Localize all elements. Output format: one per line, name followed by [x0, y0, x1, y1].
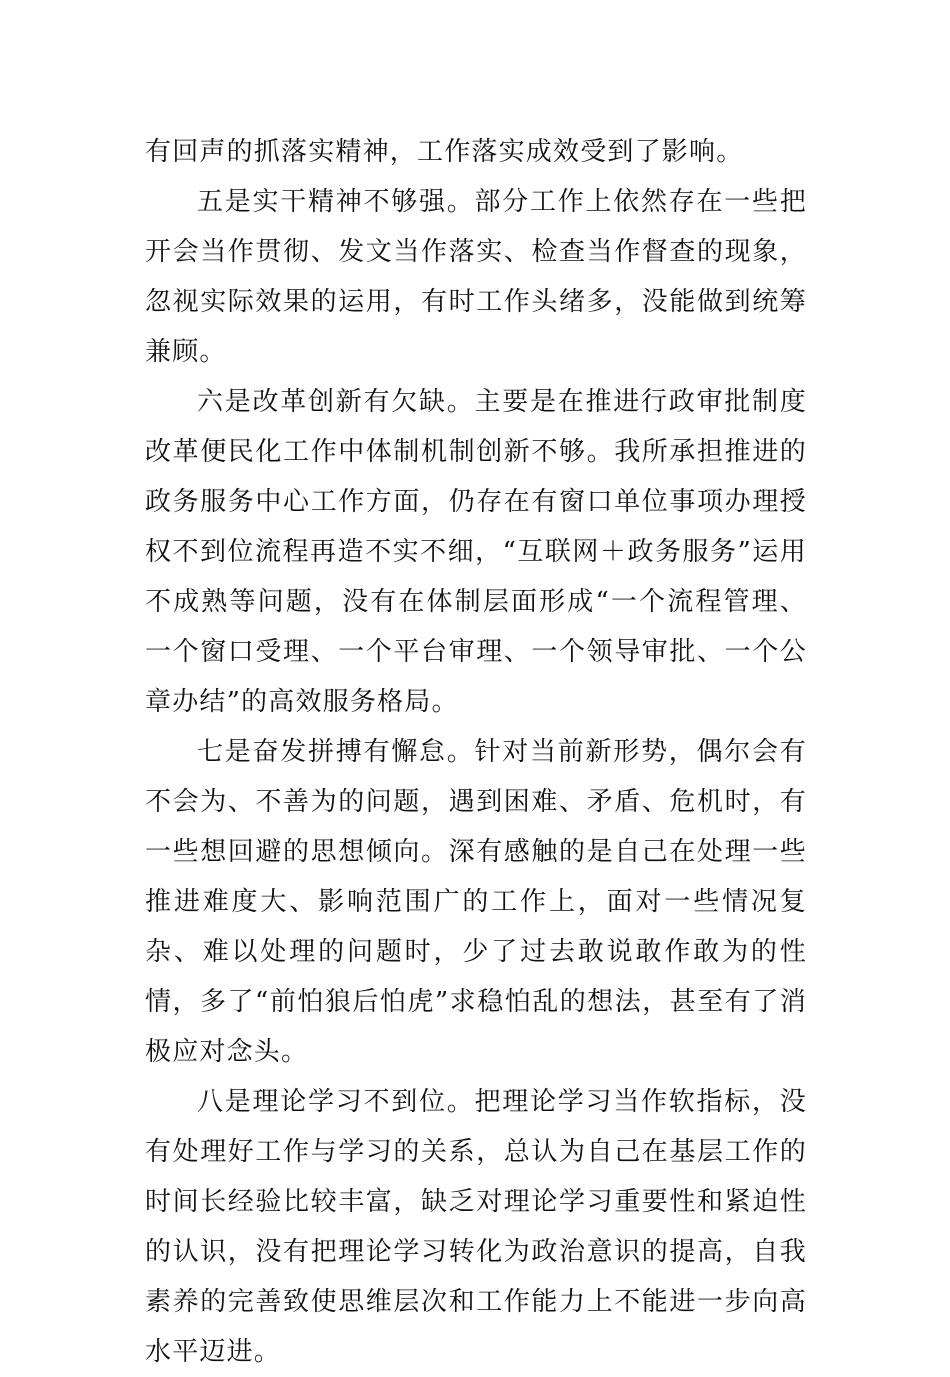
- document-body: [145, 127, 807, 1377]
- paragraph-point-6: 六是改革创新有欠缺。主要是在推进行政审批制度改革便民化工作中体制机制创新不够。我所承担推进的政务服务中心工作方面，仍存在有窗口单位事项办理授权不到位流程再造不实不细，“互联网＋政务服务”运用不成熟等问题，没有在体制层面形成“一个流程管理、一个窗口受理、一个平台审理、一个领导审批、一个公章办结”的高效服务格局。: [145, 387, 807, 717]
- paragraph-point-7: 七是奋发拼搏有懈怠。针对当前新形势，偶尔会有不会为、不善为的问题，遇到困难、矛盾、危机时，有一些想回避的思想倾向。深有感触的是自己在处理一些推进难度大、影响范围广的工作上，面对一些情况复杂、难以处理的问题时，少了过去敢说敢作敢为的性情，多了“前怕狼后怕虎”求稳怕乱的想法，甚至有了消极应对念头。: [145, 737, 807, 1067]
- paragraph-point-8: 八是理论学习不到位。把理论学习当作软指标，没有处理好工作与学习的关系，总认为自己在基层工作的时间长经验比较丰富，缺乏对理论学习重要性和紧迫性的认识，没有把理论学习转化为政治意识的提高，自我素养的完善致使思维层次和工作能力上不能进一步向高水平迈进。: [145, 1087, 807, 1367]
- paragraph-continuation: 有回声的抓落实精神，工作落实成效受到了影响。: [145, 137, 744, 167]
- paragraph-point-5: 五是实干精神不够强。部分工作上依然存在一些把开会当作贯彻、发文当作落实、检查当作督查的现象，忽视实际效果的运用，有时工作头绪多，没能做到统筹兼顾。: [145, 187, 807, 367]
